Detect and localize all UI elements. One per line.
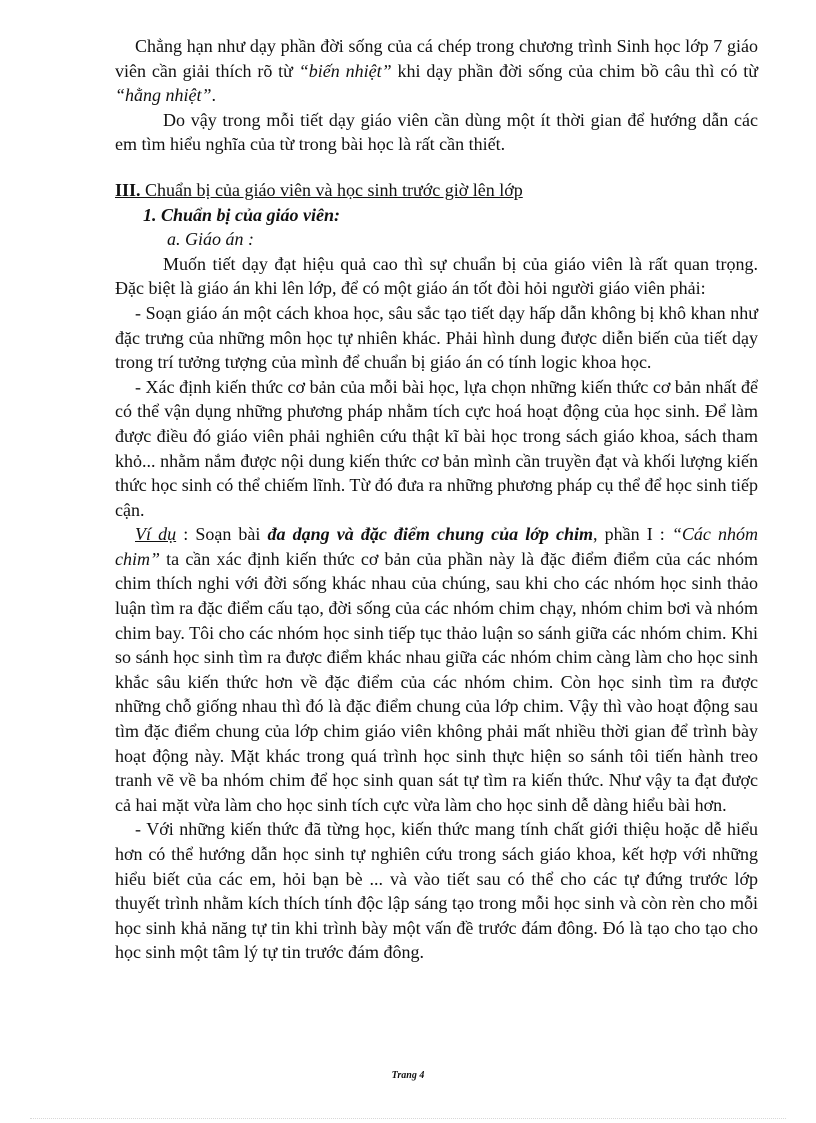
term-bien-nhiet: “biến nhiệt” bbox=[298, 60, 392, 81]
paragraph-3: Muốn tiết dạy đạt hiệu quả cao thì sự chuẩn bị của giáo viên là rất quan trọng. Đặc biệt là giáo án khi lên lớp, để có một giáo án tốt đòi hỏi người giáo viên phải: bbox=[115, 253, 758, 299]
paragraph-5: - Xác định kiến thức cơ bản của mỗi bài học, lựa chọn những kiến thức cơ bản nhất để có thể vận dụng những phương pháp nhằm tích cực hoá hoạt động của học sinh. Để làm được điều đó giáo viên phải nghiên cứu thật kĩ bài học trong sách giáo khoa, sách tham khỏ... nhằm nắm được nội dung kiến thức cơ bản mình cần truyền đạt và khối lượng kiến thức học sinh có thể chiếm lĩnh. Từ đó đưa ra những phương pháp cụ thể để học sinh tiếp cận. bbox=[115, 376, 758, 520]
paragraph-example: Ví dụ : Soạn bài đa dạng và đặc điểm chung của lớp chim, phần I : “Các nhóm chim” ta cần xác định kiến thức cơ bản của phần này là đặc điểm điểm của các nhóm chim thích nghi với đời sống khác nhau của chúng, sau khi cho các nhóm học sinh thảo luận tìm ra đặc điểm cấu tạo, đời sống của các nhóm chim chạy, nhóm chim bơi và nhóm chim bay. Tôi cho các nhóm học sinh tiếp tục thảo luận so sánh giữa các nhóm chim. Khi so sánh học sinh tìm ra được điểm khác nhau giữa các nhóm chim càng làm cho học sinh khắc sâu kiến thức hơn về đặc điểm của các nhóm chim. Còn học sinh tìm ra được những chỗ giống nhau thì đó là đặc điểm chung của lớp chim. Vậy thì vào hoạt động sau tìm đặc điểm chung của lớp chim giáo viên không phải mất nhiều thời gian để trình bày hoạt động này. Mặt khác trong quá trình học sinh thực hiện so sánh tôi tiến hành treo tranh vẽ về ba nhóm chim để học sinh quan sát tự tìm ra kiến thức. Như vậy ta đạt được cả hai mặt vừa làm cho học sinh tích cực vừa làm cho học sinh dễ dàng hiểu bài hơn. bbox=[115, 524, 758, 815]
section-quote: “Các nhóm chim” bbox=[115, 524, 758, 569]
bottom-divider bbox=[30, 1118, 786, 1119]
section-heading: III. Chuẩn bị của giáo viên và học sinh trước giờ lên lớp bbox=[115, 179, 523, 200]
subheading-lesson-plan: a. Giáo án : bbox=[167, 229, 254, 250]
paragraph-7: - Với những kiến thức đã từng học, kiến thức mang tính chất giới thiệu hoặc dễ hiểu hơn có thể hướng dẫn học sinh tự nghiên cứu trong sách giáo khoa, kết hợp với những hiểu biết của các em, hỏi bạn bè ... và vào tiết sau có thể cho các tự đứng trước lớp thuyết trình nhằm kích thích tính độc lập sáng tạo trong mỗi học sinh và còn rèn cho mỗi học sinh khả năng tự tin khi trình bày một vấn đề trước đám đông. Đó là tạo cho tạo cho học sinh một tâm lý tự tin trước đám đông. bbox=[115, 819, 758, 963]
paragraph-2: Do vậy trong mỗi tiết dạy giáo viên cần dùng một ít thời gian để hướng dẫn các em tìm hiểu nghĩa của từ trong bài học là rất cần thiết. bbox=[115, 109, 758, 155]
paragraph-4: - Soạn giáo án một cách khoa học, sâu sắc tạo tiết dạy hấp dẫn không bị khô khan như đặc trưng của những môn học tự nhiên khác. Phải hình dung được diễn biến của tiết dạy trong trí tưởng tượng của mình để chuẩn bị giáo án có tính logic khoa học. bbox=[115, 302, 758, 373]
lesson-title: đa dạng và đặc điểm chung của lớp chim bbox=[267, 524, 593, 545]
document-page bbox=[115, 34, 758, 965]
term-hang-nhiet: “hằng nhiệt” bbox=[115, 85, 212, 106]
paragraph-1: Chẳng hạn như dạy phần đời sống của cá chép trong chương trình Sinh học lớp 7 giáo viên cần giải thích rõ từ “biến nhiệt” khi dạy phần đời sống của chim bồ câu thì có từ “hằng nhiệt”. bbox=[115, 36, 758, 106]
page-number: Trang 4 bbox=[391, 1070, 425, 1081]
example-label: Ví dụ bbox=[135, 524, 177, 545]
subheading-teacher-prep: 1. Chuẩn bị của giáo viên: bbox=[143, 204, 341, 225]
